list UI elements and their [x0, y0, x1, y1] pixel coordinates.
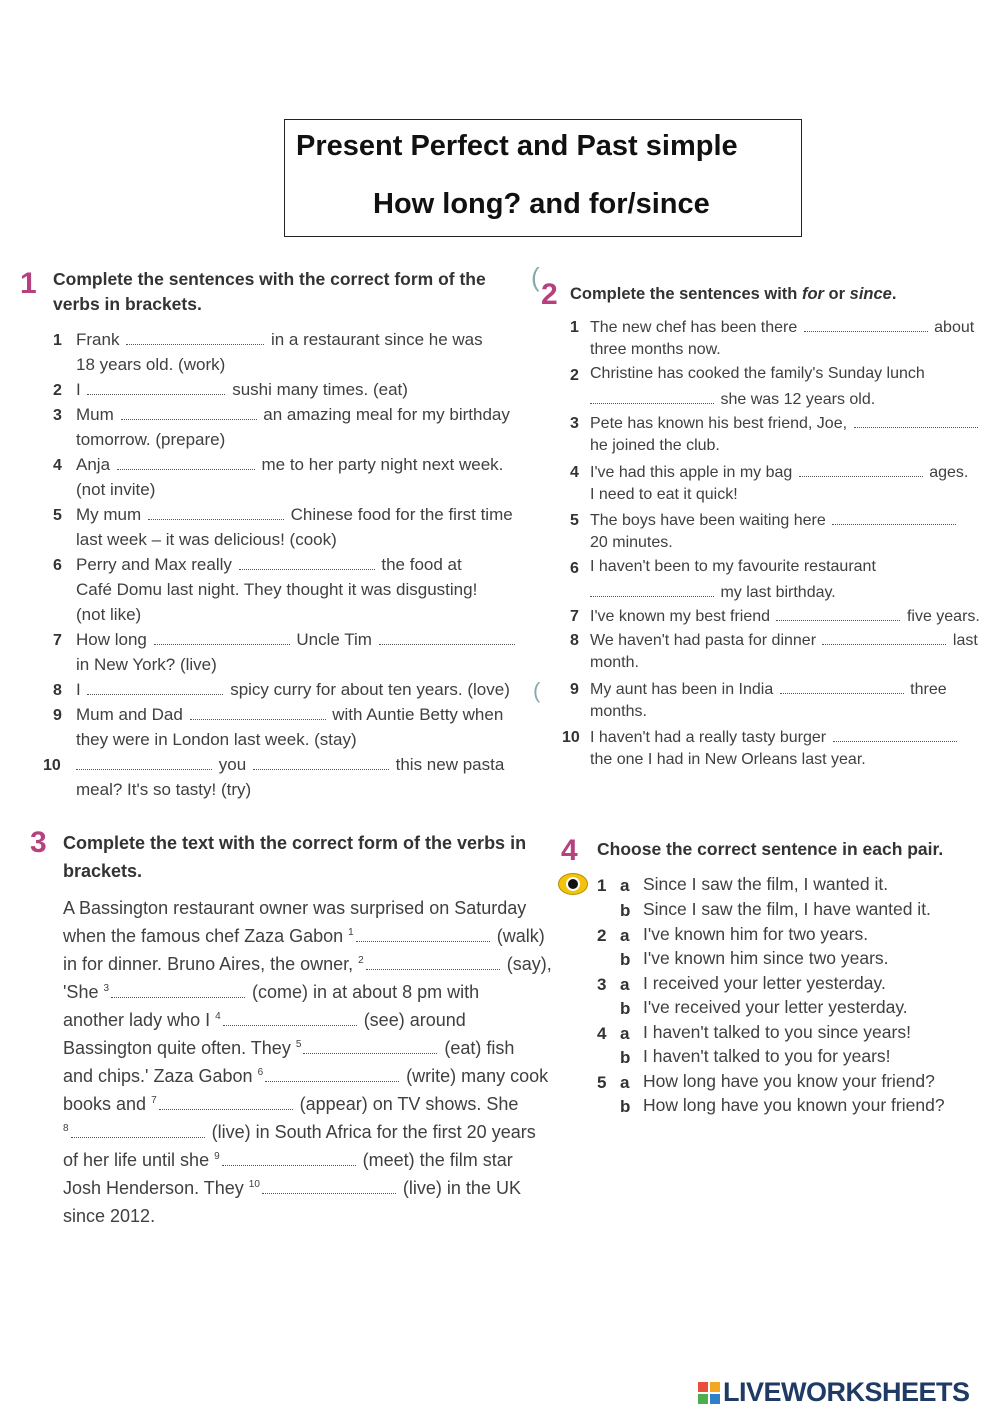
- list-item: I haven't been to my favourite restaurant: [590, 558, 876, 575]
- option-letter: b: [620, 999, 631, 1018]
- list-item: The boys have been waiting here: [590, 510, 958, 530]
- item-number: 4: [570, 464, 579, 481]
- answer-blank[interactable]: [366, 955, 500, 970]
- list-item-cont: they were in London last week. (stay): [76, 730, 357, 749]
- text-line: Bassington quite often. They $^5$ (eat) fish: [63, 1038, 515, 1058]
- option-sentence[interactable]: I've received your letter yesterday.: [643, 997, 908, 1017]
- answer-blank[interactable]: [111, 983, 245, 998]
- option-sentence[interactable]: I haven't talked to you since years!: [643, 1022, 911, 1042]
- list-item: I sushi many times. (eat): [76, 380, 408, 399]
- option-letter: a: [620, 1024, 630, 1043]
- option-sentence[interactable]: I've known him since two years.: [643, 948, 889, 968]
- option-sentence[interactable]: How long have you know your friend?: [643, 1071, 935, 1091]
- option-letter: b: [620, 950, 631, 969]
- text-line: books and $^7$ (appear) on TV shows. She: [63, 1094, 519, 1114]
- answer-blank[interactable]: [239, 555, 375, 570]
- item-number: 2: [53, 382, 62, 399]
- item-number: 4: [597, 1024, 607, 1043]
- answer-blank[interactable]: [854, 413, 978, 428]
- item-number: 10: [562, 729, 580, 746]
- text-line: $^8$ (live) in South Africa for the first 20 years: [63, 1122, 536, 1142]
- option-letter: b: [620, 1048, 631, 1067]
- list-item: My aunt has been in India three: [590, 681, 947, 698]
- option-sentence[interactable]: Since I saw the film, I wanted it.: [643, 874, 889, 894]
- text-line: in for dinner. Bruno Aires, the owner, $^2$ (say),: [63, 954, 552, 974]
- list-item-cont: (not invite): [76, 480, 156, 499]
- list-item: Perry and Max really the food at: [76, 555, 462, 574]
- answer-blank[interactable]: [76, 755, 212, 770]
- answer-blank[interactable]: [776, 606, 900, 621]
- item-number: 6: [570, 560, 579, 577]
- item-number: 3: [570, 415, 579, 432]
- option-letter: a: [620, 876, 630, 895]
- eye-icon[interactable]: [558, 873, 588, 895]
- list-item-cont: tomorrow. (prepare): [76, 430, 226, 449]
- answer-blank[interactable]: [356, 927, 490, 942]
- answer-blank[interactable]: [148, 505, 284, 520]
- answer-blank[interactable]: [223, 1011, 357, 1026]
- section4-number: 4: [561, 834, 578, 867]
- section1-heading: Complete the sentences with the correct form of the verbs in brackets.: [53, 269, 486, 314]
- list-item-cont: 20 minutes.: [590, 534, 673, 551]
- section2-heading: Complete the sentences with for or since.: [570, 285, 897, 303]
- answer-blank[interactable]: [822, 630, 946, 645]
- answer-blank[interactable]: [262, 1179, 396, 1194]
- answer-blank[interactable]: [780, 679, 904, 694]
- list-item: Pete has known his best friend, Joe,: [590, 413, 980, 433]
- text-line: 'She $^3$ (come) in at about 8 pm with: [63, 982, 480, 1002]
- list-item: Mum and Dad with Auntie Betty when: [76, 705, 504, 724]
- section3-number: 3: [30, 826, 47, 859]
- answer-blank[interactable]: [154, 630, 290, 645]
- option-letter: b: [620, 901, 631, 920]
- logo-icon: [698, 1382, 720, 1404]
- answer-blank[interactable]: [190, 705, 326, 720]
- option-sentence[interactable]: Since I saw the film, I have wanted it.: [643, 899, 931, 919]
- list-item-cont: I need to eat it quick!: [590, 486, 738, 503]
- item-number: 5: [53, 507, 62, 524]
- answer-blank[interactable]: [87, 380, 225, 395]
- list-item-cont: (not like): [76, 605, 142, 624]
- answer-blank[interactable]: [71, 1123, 205, 1138]
- answer-blank[interactable]: [303, 1039, 437, 1054]
- text-line: Josh Henderson. They $^{10}$ (live) in the UK: [63, 1178, 521, 1198]
- logo-text: LIVEWORKSHEETS: [723, 1377, 970, 1407]
- answer-blank[interactable]: [117, 455, 255, 470]
- list-item: The new chef has been there about: [590, 319, 975, 336]
- item-number: 6: [53, 557, 62, 574]
- list-item: Frank in a restaurant since he was: [76, 330, 483, 349]
- list-item-cont: months.: [590, 703, 647, 720]
- list-item-cont: the one I had in New Orleans last year.: [590, 751, 866, 768]
- list-item: Anja me to her party night next week.: [76, 455, 504, 474]
- item-number: 3: [597, 975, 607, 994]
- list-item-cont: month.: [590, 654, 639, 671]
- text-line: another lady who I $^4$ (see) around: [63, 1010, 466, 1030]
- option-letter: b: [620, 1097, 631, 1116]
- item-number: 1: [597, 876, 607, 895]
- text-line: and chips.' Zaza Gabon $^6$ (write) many cook: [63, 1066, 549, 1086]
- list-item: How long Uncle Tim: [76, 630, 517, 650]
- text-line: since 2012.: [63, 1206, 156, 1226]
- answer-blank[interactable]: [87, 680, 223, 695]
- page-title: Present Perfect and Past simple: [296, 130, 738, 162]
- option-sentence[interactable]: I received your letter yesterday.: [643, 973, 886, 993]
- item-number: 4: [53, 457, 62, 474]
- list-item-cont: he joined the club.: [590, 437, 720, 454]
- option-sentence[interactable]: I've known him for two years.: [643, 924, 869, 944]
- answer-blank[interactable]: [590, 582, 714, 597]
- option-sentence[interactable]: I haven't talked to you for years!: [643, 1046, 891, 1066]
- option-letter: a: [620, 926, 630, 945]
- text-line: A Bassington restaurant owner was surprised on Saturday: [63, 898, 527, 918]
- list-item-cont: last week – it was delicious! (cook): [76, 530, 337, 549]
- answer-blank[interactable]: [590, 389, 714, 404]
- list-item-cont: Café Domu last night. They thought it was disgusting!: [76, 580, 478, 599]
- section4-heading: Choose the correct sentence in each pair.: [597, 839, 944, 859]
- answer-blank[interactable]: [833, 727, 957, 742]
- answer-blank[interactable]: [159, 1095, 293, 1110]
- answer-blank[interactable]: [379, 630, 515, 645]
- item-number: 7: [53, 632, 62, 649]
- list-item: Christine has cooked the family's Sunday lunch: [590, 365, 925, 382]
- bracket-decoration: (: [531, 262, 540, 292]
- answer-blank[interactable]: [253, 755, 389, 770]
- option-sentence[interactable]: How long have you known your friend?: [643, 1095, 945, 1115]
- list-item: Mum an amazing meal for my birthday: [76, 405, 510, 424]
- item-number: 8: [53, 682, 62, 699]
- answer-blank[interactable]: [799, 462, 923, 477]
- list-item: I spicy curry for about ten years. (love): [76, 680, 510, 699]
- list-item-cont: my last birthday.: [590, 582, 836, 602]
- option-letter: a: [620, 975, 630, 994]
- list-item: We haven't had pasta for dinner last: [590, 632, 978, 649]
- item-number: 3: [53, 407, 62, 424]
- liveworksheets-logo[interactable]: [698, 1377, 970, 1408]
- section2-number: 2: [541, 278, 558, 311]
- list-item-cont: in New York? (live): [76, 655, 217, 674]
- list-item-cont: 18 years old. (work): [76, 355, 226, 374]
- item-number: 1: [570, 319, 579, 336]
- answer-blank[interactable]: [222, 1151, 356, 1166]
- text-line: of her life until she $^9$ (meet) the film star: [63, 1150, 513, 1170]
- list-item: I've had this apple in my bag ages.: [590, 464, 969, 481]
- item-number: 1: [53, 332, 62, 349]
- answer-blank[interactable]: [126, 330, 264, 345]
- option-letter: a: [620, 1073, 630, 1092]
- section3-heading: Complete the text with the correct form of the verbs in brackets.: [63, 833, 527, 881]
- item-number: 9: [570, 681, 579, 698]
- item-number: 8: [570, 632, 579, 649]
- answer-blank[interactable]: [265, 1067, 399, 1082]
- item-number: 5: [597, 1073, 607, 1092]
- list-item: I've known my best friend five years.: [590, 608, 980, 625]
- answer-blank[interactable]: [832, 510, 956, 525]
- item-number: 7: [570, 608, 579, 625]
- item-number: 2: [570, 367, 579, 384]
- answer-blank[interactable]: [804, 317, 928, 332]
- item-number: 5: [570, 512, 579, 529]
- list-item: you this new pasta: [76, 755, 504, 775]
- list-item-cont: three months now.: [590, 341, 721, 358]
- section1-number: 1: [20, 267, 37, 300]
- item-number: 9: [53, 707, 62, 724]
- list-item: My mum Chinese food for the first time: [76, 505, 513, 524]
- list-item: I haven't had a really tasty burger: [590, 727, 959, 747]
- text-line: when the famous chef Zaza Gabon $^1$ (walk): [63, 926, 545, 946]
- list-item-cont: meal? It's so tasty! (try): [76, 780, 252, 799]
- item-number: 10: [43, 757, 61, 774]
- answer-blank[interactable]: [121, 405, 257, 420]
- bracket-decoration: (: [533, 678, 541, 703]
- page-subtitle: How long? and for/since: [373, 188, 710, 220]
- list-item-cont: she was 12 years old.: [590, 389, 875, 409]
- item-number: 2: [597, 926, 607, 945]
